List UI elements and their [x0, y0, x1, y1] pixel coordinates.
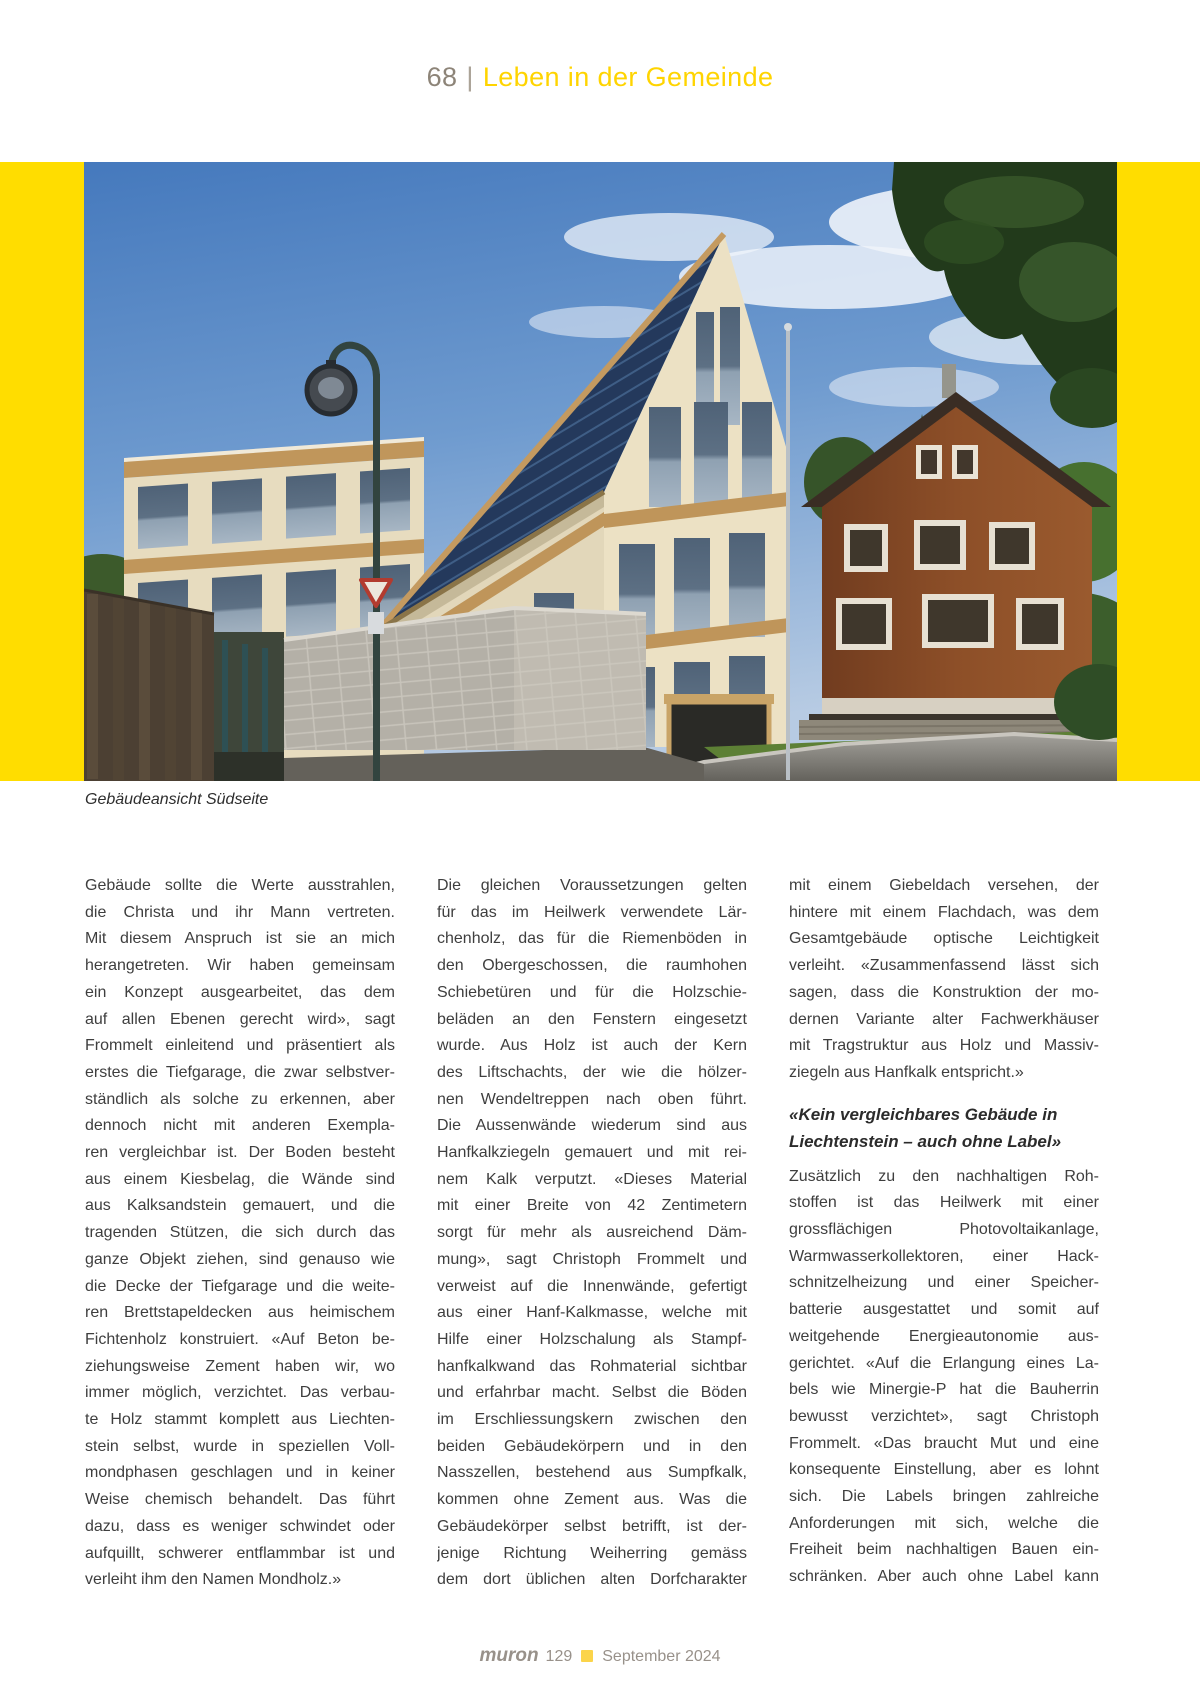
text-line: ständlich als solche zu erkennen, aber [85, 1090, 395, 1108]
text-line: ganze Objekt ziehen, sind genauso wie [85, 1250, 395, 1268]
article-column-2 [437, 873, 747, 1594]
text-line: nen Wendeltreppen nach oben führt. [437, 1090, 747, 1108]
text-line: dernen Variante alter Fachwerkhäuser [789, 1010, 1099, 1028]
text-line: ein Konzept ausgearbeitet, das dem [85, 983, 395, 1001]
text-line: hanfkalkwand das Rohmaterial sichtbar [437, 1357, 747, 1375]
text-line: des Liftschachts, der wie die hölzer- [437, 1063, 747, 1081]
subheading-line: «Kein vergleichbares Gebäude in [789, 1104, 1058, 1124]
yellow-bar-right [1117, 162, 1200, 781]
text-line: hintere mit einem Flachdach, was dem [789, 903, 1099, 921]
text-line: dennoch nicht mit anderen Exempla- [85, 1117, 395, 1135]
section-title: Leben in der Gemeinde [482, 62, 774, 92]
text-line: te Holz stammt komplett aus Liechten- [85, 1411, 395, 1429]
text-line: und erfahrbar macht. Selbst die Böden [437, 1384, 747, 1402]
text-line: ren Brettstapeldecken aus heimischem [85, 1304, 395, 1322]
garden-gate [214, 632, 284, 781]
text-line: beläden an den Fenstern eingesetzt [437, 1010, 747, 1028]
subheading-line: Liechtenstein – auch ohne Label» [789, 1132, 1062, 1152]
text-line: mit einer Breite von 42 Zentimetern [437, 1197, 747, 1215]
article-paragraph [789, 873, 1099, 1087]
article-paragraph [437, 873, 747, 1594]
text-line: Warmwasserkollektoren, einer Hack- [789, 1247, 1099, 1265]
text-line: aus Kalksandstein gemauert, und die [85, 1197, 395, 1215]
text-line: Frommelt einleitend und präsentiert als [85, 1037, 395, 1055]
text-line: Zusätzlich zu den nachhaltigen Roh- [789, 1167, 1099, 1185]
text-line: Mit diesem Anspruch ist sie an mich [85, 930, 395, 948]
text-line: Weise chemisch behandelt. Das führt [85, 1491, 395, 1509]
text-line: Freiheit beim nachhaltigen Bauen ein- [789, 1541, 1099, 1559]
text-line: verweist auf die Innenwände, gefertigt [437, 1277, 747, 1295]
footer-magazine-name: muron [479, 1645, 539, 1666]
text-line: Gebäude sollte die Werte ausstrahlen, [85, 877, 395, 894]
text-line: konsequente Einstellung, aber es lohnt [789, 1461, 1099, 1479]
building-photo-illustration [84, 162, 1117, 781]
footer-date: September 2024 [602, 1648, 721, 1665]
text-line: bewusst verzichtet», sagt Christoph [789, 1407, 1099, 1425]
text-line: schnitzelheizung und einer Speicher- [789, 1274, 1099, 1292]
text-line: Nasszellen, bestehend aus Sumpfkalk, [437, 1464, 747, 1482]
text-line: jenige Richtung Weiherring gemäss [437, 1544, 747, 1562]
text-line: chenholz, das für die Riemenböden in [437, 930, 747, 948]
yellow-square-icon [581, 1650, 593, 1662]
text-line: Hilfe einer Holzschalung als Stampf- [437, 1330, 747, 1348]
text-line: die Decke der Tiefgarage und die weite- [85, 1277, 395, 1295]
text-line: Gesamtgebäude optische Leichtigkeit [789, 930, 1099, 948]
photo-caption: Gebäudeansicht Südseite [85, 791, 269, 808]
text-line: im Erschliessungskern zwischen den [437, 1411, 747, 1429]
text-line: verleiht. «Zusammenfassend lässt sich [789, 957, 1099, 975]
text-line: weitgehende Energieautonomie aus- [789, 1327, 1099, 1345]
text-line: schränken. Aber auch ohne Label kann [789, 1568, 1099, 1586]
text-line: ziehungsweise Zement haben wir, wo [85, 1357, 395, 1375]
text-line: für das im Heilwerk verwendete Lär- [437, 903, 747, 921]
text-line: Die Aussenwände wiederum sind aus [437, 1117, 747, 1135]
text-line: auf allen Ebenen gerecht wird», sagt [85, 1010, 395, 1028]
text-line: Die gleichen Voraussetzungen gelten [437, 877, 747, 894]
text-line: dem dort üblichen alten Dorfcharakter [437, 1571, 747, 1589]
article-column-3 [789, 873, 1099, 1594]
article-subheading [789, 1101, 1099, 1156]
text-line: stein selbst, wurde in speziellen Voll- [85, 1437, 395, 1455]
text-line: batterie ausgestattet und somit auf [789, 1301, 1099, 1319]
header-divider: | [466, 62, 474, 92]
text-line: Frommelt. «Das braucht Mut und eine [789, 1434, 1099, 1452]
text-line: wurde. Aus Holz ist auch der Kern [437, 1037, 747, 1055]
text-line: den Obergeschossen, die raumhohen [437, 957, 747, 975]
text-line: kommen ohne Zement aus. Was die [437, 1491, 747, 1509]
yellow-bar-left [0, 162, 84, 781]
text-line: herangetreten. Wir haben gemeinsam [85, 957, 395, 975]
text-line: tragenden Stützen, die sich durch das [85, 1224, 395, 1242]
text-line: immer möglich, verzichtet. Das verbau- [85, 1384, 395, 1402]
text-line: gerichtet. «Auf die Erlangung eines La- [789, 1354, 1099, 1372]
building-photo [84, 162, 1117, 781]
text-line: aus einer Hanf-Kalkmasse, welche mit [437, 1304, 747, 1322]
text-line: stoffen ist das Heilwerk mit einer [789, 1194, 1099, 1212]
text-line: Anforderungen mit sich, welche die [789, 1514, 1099, 1532]
text-line: nem Kalk verputzt. «Dieses Material [437, 1170, 747, 1188]
text-line: ziegeln aus Hanfkalk entspricht.» [789, 1063, 1024, 1081]
article-column-1 [85, 873, 395, 1594]
text-line: grossflächigen Photovoltaikanlage, [789, 1221, 1099, 1239]
text-line: verleiht ihm den Namen Mondholz.» [85, 1571, 342, 1589]
article-paragraph [85, 873, 395, 1594]
text-line: mung», sagt Christoph Frommelt und [437, 1250, 747, 1268]
article-paragraph [789, 1164, 1099, 1591]
article-columns [85, 873, 1099, 1594]
text-line: ren vergleichbar ist. Der Boden besteht [85, 1144, 395, 1162]
wooden-fence [84, 590, 214, 781]
text-line: Gebäudekörper selbst betrifft, ist der- [437, 1517, 747, 1535]
text-line: sorgt für mehr als ausreichend Däm- [437, 1224, 747, 1242]
text-line: mondphasen geschlagen und in keiner [85, 1464, 395, 1482]
text-line: Hanfkalkziegeln gemauert und mit rei- [437, 1144, 747, 1162]
text-line: aufquillt, schwerer entflammbar ist und [85, 1544, 395, 1562]
text-line: dazu, dass es weniger schwindet oder [85, 1517, 395, 1535]
text-line: sagen, dass die Konstruktion der mo- [789, 983, 1099, 1001]
text-line: erstes die Tiefgarage, die zwar selbstver- [85, 1063, 395, 1081]
page-number: 68 [426, 62, 458, 92]
text-line: sich. Die Labels bringen zahlreiche [789, 1488, 1099, 1506]
text-line: aus einem Kiesbelag, die Wände sind [85, 1170, 395, 1188]
footer-issue-number: 129 [545, 1648, 573, 1665]
page-header [0, 62, 1200, 93]
text-line: Fichtenholz konstruiert. «Auf Beton be- [85, 1330, 395, 1348]
text-line: Schiebetüren und für die Holzschie- [437, 983, 747, 1001]
text-line: mit Tragstruktur aus Holz und Massiv- [789, 1037, 1099, 1055]
text-line: bels wie Minergie-P hat die Bauherrin [789, 1381, 1099, 1399]
text-line: mit einem Giebeldach versehen, der [789, 877, 1099, 894]
text-line: beiden Gebäudekörpern und in den [437, 1437, 747, 1455]
page-footer [0, 1645, 1200, 1667]
text-line: die Christa und ihr Mann vertreten. [85, 903, 395, 921]
